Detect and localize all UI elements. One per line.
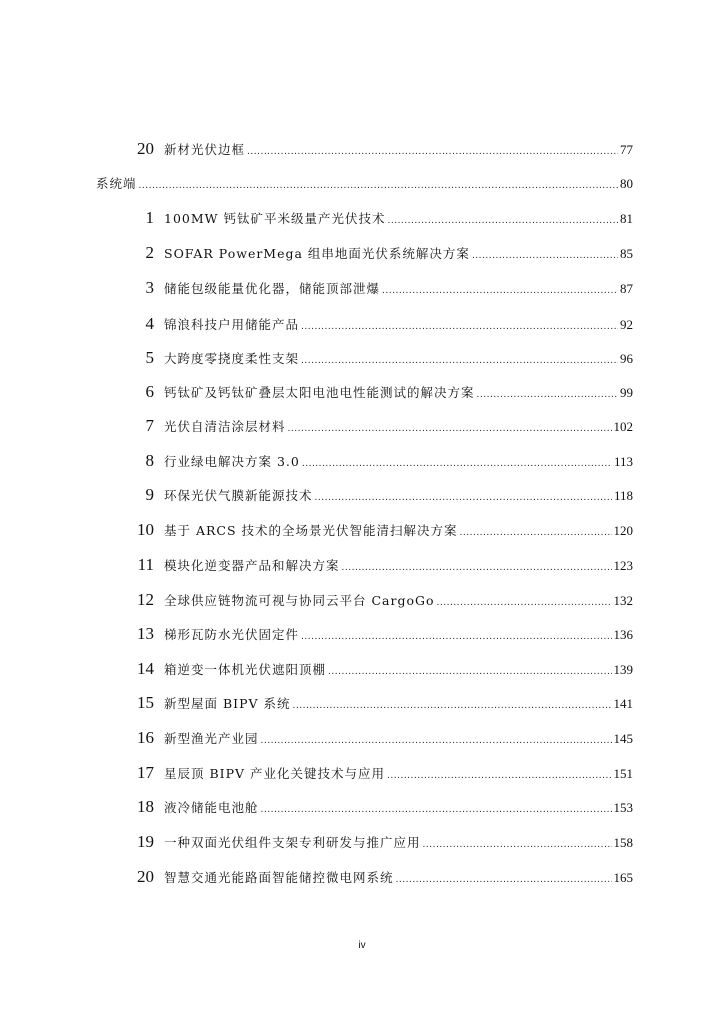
toc-entry-number: 12 (137, 590, 154, 609)
toc-entry-title: 100MW 钙钛矿平米级量产光伏技术 (164, 211, 386, 226)
toc-entry-page: 81 (620, 211, 633, 226)
toc-entry[interactable] (130, 554, 633, 576)
toc-entry-title: 钙钛矿及钙钛矿叠层太阳电池电性能测试的解决方案 (164, 385, 475, 400)
toc-entry-title: 行业绿电解决方案 3.0 (164, 454, 300, 469)
toc-entry-number: 11 (137, 555, 154, 574)
toc-section-page: 80 (620, 176, 633, 191)
toc-entry-page: 87 (620, 281, 633, 296)
toc-entry[interactable] (130, 242, 633, 264)
toc-entry-title: SOFAR PowerMega 组串地面光伏系统解决方案 (164, 246, 470, 261)
toc-entry[interactable] (130, 727, 633, 749)
toc-entry-number: 19 (137, 832, 154, 851)
dot-leader (342, 557, 612, 579)
toc-entry-title: 星辰顶 BIPV 产业化关键技术与应用 (164, 766, 386, 781)
toc-entry[interactable] (130, 762, 633, 784)
toc-section[interactable] (96, 173, 633, 195)
toc-entry-number: 14 (137, 659, 154, 678)
toc-entry[interactable] (130, 658, 633, 680)
dot-leader (387, 210, 618, 232)
toc-entry-page: 151 (613, 766, 633, 781)
toc-entry-number: 2 (145, 243, 154, 262)
toc-entry-title: 新型渔光产业园 (164, 731, 259, 746)
toc-entry-title: 箱逆变一体机光伏遮阳顶棚 (164, 662, 327, 677)
toc-entry-page: 145 (613, 731, 633, 746)
toc-entry-number: 20 (137, 139, 154, 158)
dot-leader (328, 661, 611, 683)
dot-leader (293, 695, 612, 717)
toc-entry-page: 158 (613, 835, 633, 850)
dot-leader (437, 592, 612, 614)
dot-leader (477, 384, 618, 406)
toc-entry-title: 液冷储能电池舱 (164, 800, 259, 815)
toc-entry-number: 15 (137, 693, 154, 712)
toc-entry[interactable] (130, 831, 633, 853)
toc-entry[interactable] (130, 589, 633, 611)
toc-entry-page: 141 (613, 696, 633, 711)
dot-leader (382, 280, 618, 302)
toc-entry-page: 136 (613, 627, 633, 642)
toc-entry[interactable] (130, 519, 633, 541)
toc-entry-page: 132 (613, 593, 633, 608)
dot-leader (423, 834, 612, 856)
toc-entry[interactable] (130, 207, 633, 229)
dot-leader (387, 765, 611, 787)
toc-entry-title: 光伏自清洁涂层材料 (164, 419, 286, 434)
dot-leader (301, 350, 618, 372)
toc-entry-title: 梯形瓦防水光伏固定件 (164, 627, 300, 642)
dot-leader (261, 730, 612, 752)
toc-entry-number: 10 (137, 520, 154, 539)
toc-entry-title: 基于 ARCS 技术的全场景光伏智能清扫解决方案 (164, 523, 458, 538)
toc-entry[interactable] (130, 623, 633, 645)
toc-entry-title: 全球供应链物流可视与协同云平台 CargoGo (164, 593, 435, 608)
toc-entry-page: 85 (620, 246, 633, 261)
toc-entry-page: 139 (613, 662, 633, 677)
toc-entry[interactable] (130, 450, 633, 472)
toc-entry-page: 118 (613, 488, 633, 503)
dot-leader (247, 141, 618, 163)
toc-entry[interactable] (130, 347, 633, 369)
toc-entry-title: 新型屋面 BIPV 系统 (164, 696, 291, 711)
toc-entry-number: 8 (145, 451, 154, 470)
toc-section-title: 系统端 (96, 176, 137, 191)
toc-entry-number: 16 (137, 728, 154, 747)
toc-entry[interactable] (130, 381, 633, 403)
toc-entry[interactable] (130, 796, 633, 818)
dot-leader (460, 522, 612, 544)
toc-entry[interactable] (130, 692, 633, 714)
toc-entry-title: 锦浪科技户用储能产品 (164, 317, 300, 332)
toc-entry[interactable] (130, 138, 633, 160)
toc-entry-page: 96 (620, 351, 633, 366)
toc-entry-page: 165 (613, 870, 633, 885)
toc-entry-number: 7 (145, 416, 154, 435)
dot-leader (315, 487, 612, 509)
dot-leader (396, 869, 612, 891)
toc-entry-page: 102 (613, 419, 633, 434)
dot-leader (302, 453, 612, 475)
toc-entry-page: 113 (613, 454, 633, 469)
toc-entry-number: 6 (145, 382, 154, 401)
toc-entry[interactable] (130, 277, 633, 299)
toc-entry[interactable] (130, 484, 633, 506)
toc-entry-number: 13 (137, 624, 154, 643)
toc-entry-number: 18 (137, 797, 154, 816)
toc-entry-title: 新材光伏边框 (164, 142, 246, 157)
toc-entry-page: 123 (613, 558, 633, 573)
dot-leader (301, 316, 618, 338)
toc-entry[interactable] (130, 415, 633, 437)
toc-entry-title: 大跨度零挠度柔性支架 (164, 351, 300, 366)
toc-entry-number: 17 (137, 763, 154, 782)
dot-leader (288, 418, 612, 440)
toc-entry-title: 模块化逆变器产品和解决方案 (164, 558, 340, 573)
toc-entry[interactable] (130, 313, 633, 335)
toc-entry-number: 5 (145, 348, 154, 367)
dot-leader (301, 626, 611, 648)
toc-entry-page: 99 (620, 385, 633, 400)
toc-entry[interactable] (130, 866, 633, 888)
toc-entry-number: 4 (145, 314, 154, 333)
toc-entry-number: 3 (145, 278, 154, 297)
toc-entry-number: 1 (145, 208, 154, 227)
toc-entry-page: 77 (620, 142, 633, 157)
toc-entry-page: 120 (613, 523, 633, 538)
dot-leader (261, 799, 612, 821)
toc-entry-page: 153 (613, 800, 633, 815)
toc-entry-title: 一种双面光伏组件支架专利研发与推广应用 (164, 835, 421, 850)
toc-entry-title: 储能包级能量优化器，储能顶部泄爆 (164, 281, 381, 296)
toc-entry-page: 92 (620, 317, 633, 332)
toc-entry-title: 环保光伏气膜新能源技术 (164, 488, 313, 503)
toc-entry-title: 智慧交通光能路面智能储控微电网系统 (164, 870, 394, 885)
dot-leader (472, 245, 618, 267)
footer-page-number: iv (358, 940, 366, 951)
dot-leader (139, 175, 618, 197)
toc-entry-number: 9 (145, 485, 154, 504)
toc-entry-number: 20 (137, 867, 154, 886)
